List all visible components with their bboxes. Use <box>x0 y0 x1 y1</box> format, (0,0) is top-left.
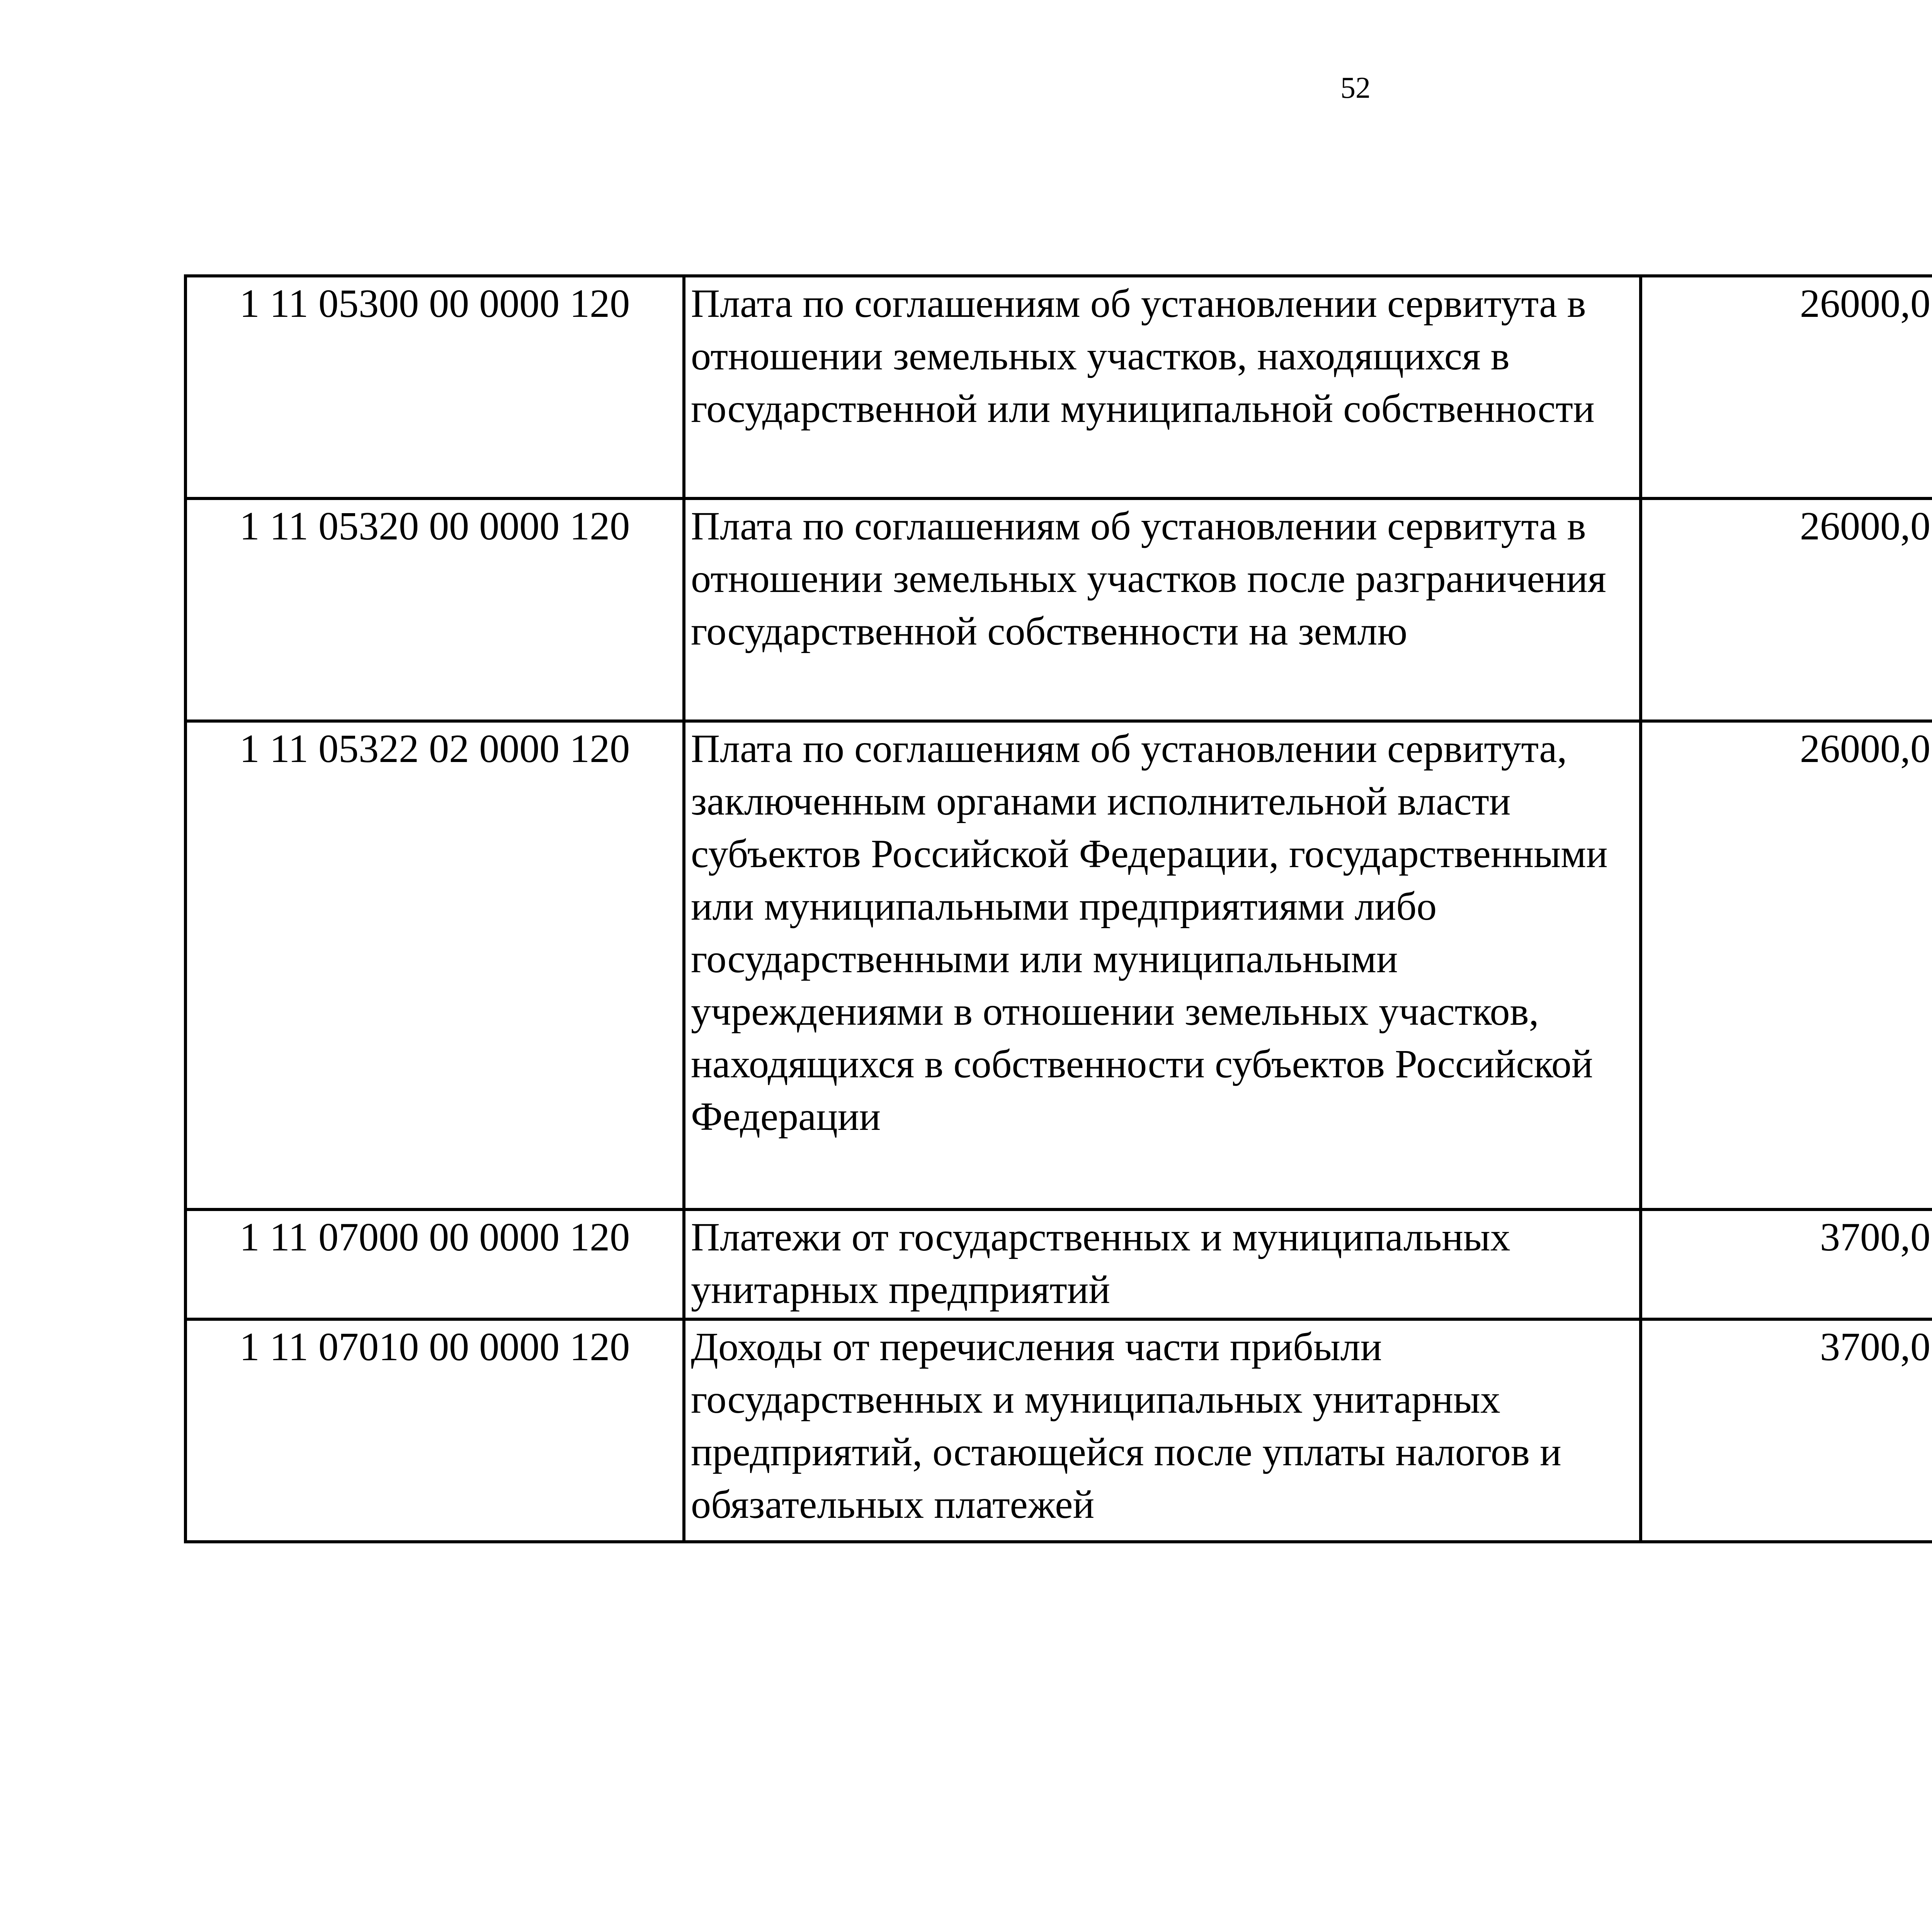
page-number: 52 <box>1340 71 1371 104</box>
amount-col-1: 26000,0 <box>1641 498 1932 721</box>
budget-code: 1 11 05320 00 0000 120 <box>185 498 684 721</box>
table-row <box>185 276 1932 498</box>
budget-code: 1 11 05322 02 0000 120 <box>185 721 684 1209</box>
revenue-name: Платежи от государственных и муниципальных унитарных предприятий <box>684 1209 1641 1319</box>
revenue-name: Плата по соглашениям об установлении сервитута в отношении земельных участков после разграничения государственной собственности на землю <box>684 498 1641 721</box>
amount-col-1: 26000,0 <box>1641 276 1932 498</box>
budget-code: 1 11 07000 00 0000 120 <box>185 1209 684 1319</box>
revenue-name: Плата по соглашениям об установлении сервитута, заключенным органами исполнительной власти субъектов Российской Федерации, государственными или муниципальными предприятиями либо государственными или муниципальными учреждениями в отношении земельных участков, находящихся в собственности субъектов Российской Федерации <box>684 721 1641 1209</box>
table-row <box>185 1209 1932 1319</box>
amount-col-1: 3700,0 <box>1641 1209 1932 1319</box>
revenue-table <box>184 274 1932 1543</box>
amount-col-1: 3700,0 <box>1641 1319 1932 1542</box>
table-row <box>185 1319 1932 1542</box>
table-row <box>185 721 1932 1209</box>
budget-code: 1 11 05300 00 0000 120 <box>185 276 684 498</box>
table-row <box>185 498 1932 721</box>
amount-col-1: 26000,0 <box>1641 721 1932 1209</box>
revenue-name: Плата по соглашениям об установлении сервитута в отношении земельных участков, находящихся в государственной или муниципальной собственности <box>684 276 1641 498</box>
revenue-name: Доходы от перечисления части прибыли государственных и муниципальных унитарных предприятий, остающейся после уплаты налогов и обязательных платежей <box>684 1319 1641 1542</box>
budget-code: 1 11 07010 00 0000 120 <box>185 1319 684 1542</box>
